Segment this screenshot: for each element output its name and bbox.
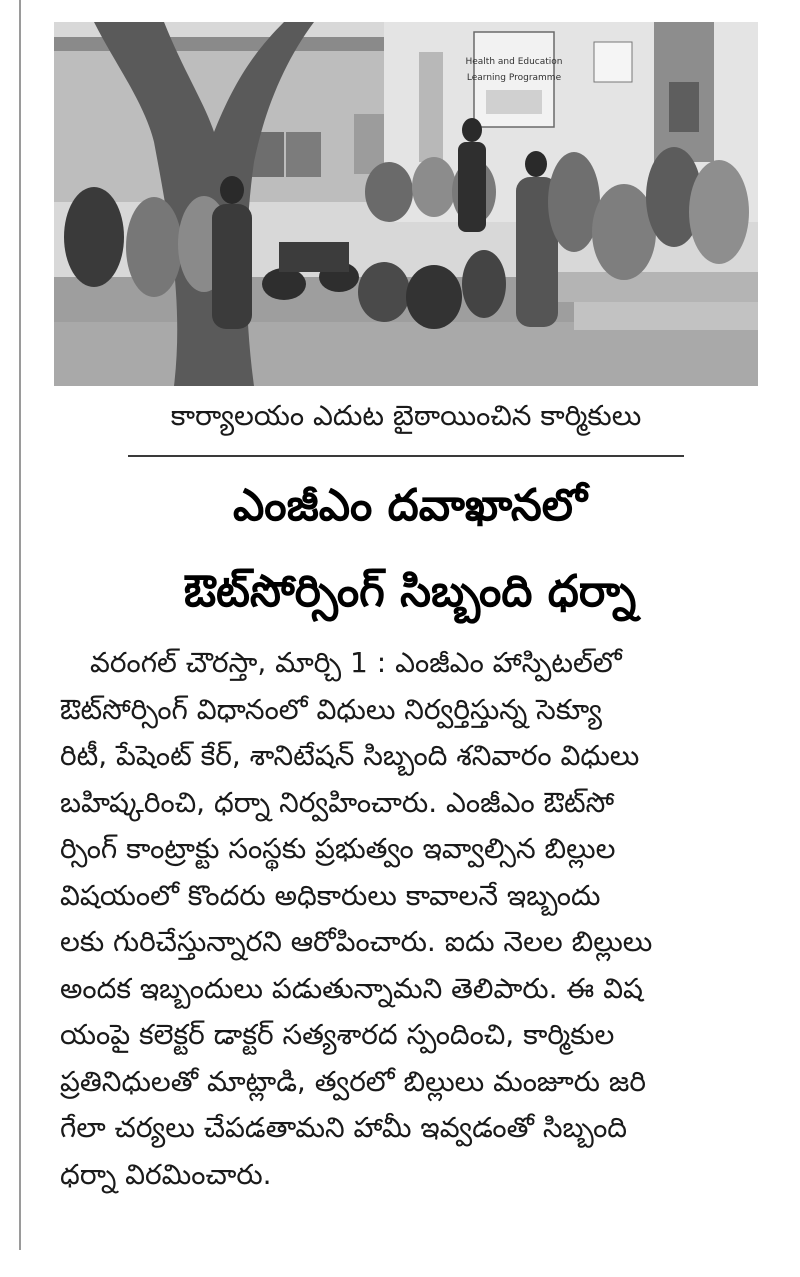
news-photo xyxy=(54,22,758,386)
body-line: ధర్నా విరమించారు. xyxy=(60,1157,272,1191)
column-divider xyxy=(19,0,21,1250)
body-line: గేలా చర్యలు చేపడతామని హామీ ఇవ్వడంతో సిబ్బంది xyxy=(60,1111,628,1144)
body-line: బహిష్కరించి, ధర్నా నిర్వహించారు. ఎంజీఎం ఔట్‌సో xyxy=(60,785,615,819)
body-line: ర్సింగ్ కాంట్రాక్టు సంస్థకు ప్రభుత్వం ఇవ్వాల్సిన బిల్లుల xyxy=(60,832,616,865)
body-line: లకు గురిచేస్తున్నారని ఆరోపించారు. ఐదు నెలల బిల్లులు xyxy=(60,925,653,958)
article-body xyxy=(60,640,760,1198)
body-line: ప్రతినిధులతో మాట్లాడి, త్వరలో బిల్లులు మంజూరు జరి xyxy=(60,1064,646,1098)
caption-divider xyxy=(128,455,684,457)
headline-line-2: ఔట్‌సోర్సింగ్ సిబ్బంది ధర్నా xyxy=(183,566,637,617)
body-line: ఔట్‌సోర్సింగ్ విధానంలో విధులు నిర్వర్తిస్తున్న సెక్యూ xyxy=(60,692,602,726)
body-line: విషయంలో కొందరు అధికారులు కావాలనే ఇబ్బందు xyxy=(60,878,601,912)
headline-line-1: ఎంజీఎం దవాఖానలో xyxy=(232,480,588,531)
banner-line-2: Learning Programme xyxy=(466,73,562,83)
body-line: యంపై కలెక్టర్ డాక్టర్ సత్యశారద స్పందించి, కార్మికుల xyxy=(60,1018,615,1051)
body-line: అందక ఇబ్బందులు పడుతున్నామని తెలిపారు. ఈ విష xyxy=(60,971,644,1005)
photo-caption: కార్యాలయం ఎదుట బైఠాయించిన కార్మికులు xyxy=(170,399,642,432)
banner-line-1: Health and Education xyxy=(465,57,563,67)
body-line: వరంగల్ చౌరస్తా, మార్చి 1 : ఎంజీఎం హాస్పిటల్‌లో xyxy=(90,646,622,679)
body-line: రిటీ, పేషెంట్ కేర్, శానిటేషన్ సిబ్బంది శనివారం విధులు xyxy=(60,739,640,772)
